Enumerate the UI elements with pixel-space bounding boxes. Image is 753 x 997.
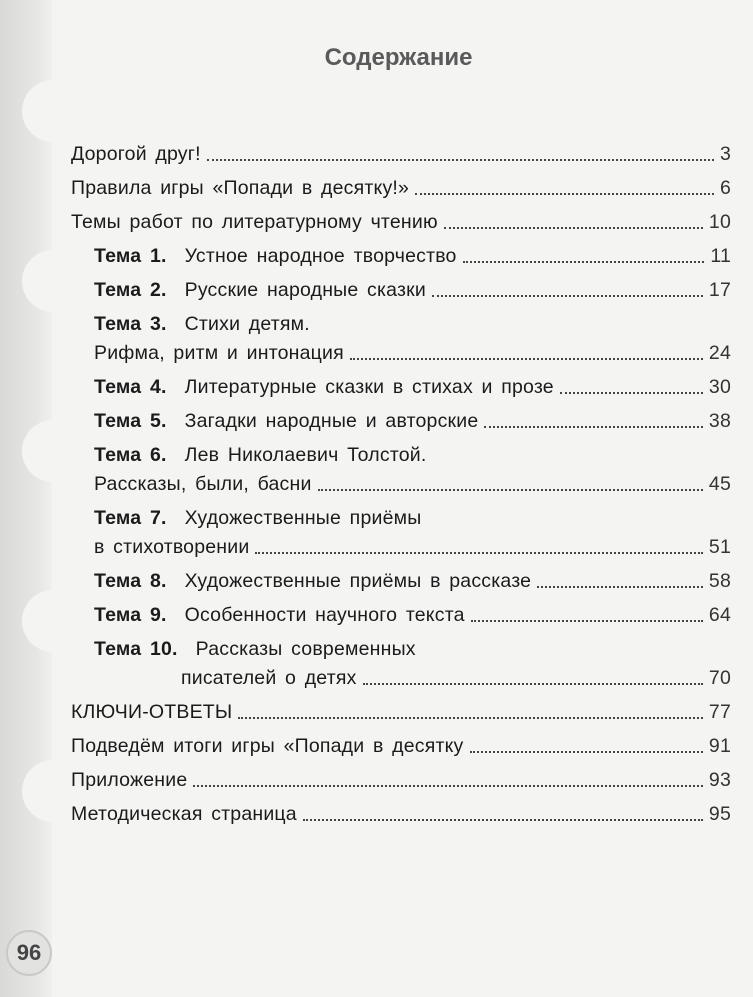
dot-leader	[363, 683, 703, 685]
toc-entry-label: Подведём итоги игры «Попади в десятку	[71, 735, 464, 757]
toc-entry-label: Правила игры «Попади в десятку!»	[71, 177, 410, 199]
dot-leader	[470, 751, 703, 753]
topic-title: Художественные приёмы в рассказе	[184, 570, 532, 592]
dot-leader	[207, 159, 714, 161]
table-of-contents	[71, 140, 731, 834]
toc-entry-page: 93	[708, 769, 731, 791]
page-title: Содержание	[324, 44, 473, 71]
toc-entry-label	[94, 373, 554, 402]
toc-entry-label: КЛЮЧИ-ОТВЕТЫ	[71, 701, 233, 723]
topic-number: Тема 2.	[94, 279, 167, 301]
toc-entry-page: 95	[708, 803, 731, 825]
topic-number: Тема 7.	[94, 507, 167, 529]
toc-topic-entry[interactable]	[71, 635, 731, 664]
topic-number: Тема 5.	[94, 410, 167, 432]
toc-topic-entry[interactable]	[71, 373, 731, 402]
topic-number: Тема 9.	[94, 604, 167, 626]
toc-entry-label	[94, 504, 421, 533]
toc-entry-label: Дорогой друг!	[71, 143, 201, 165]
toc-topic-continuation[interactable]	[71, 533, 731, 562]
topic-title: Русские народные сказки	[184, 279, 426, 301]
topic-title: Устное народное творчество	[184, 245, 457, 267]
toc-topic-entry[interactable]	[71, 504, 731, 533]
topic-number: Тема 10.	[94, 638, 178, 660]
toc-entry-label: Темы работ по литературному чтению	[71, 211, 438, 233]
dot-leader	[471, 620, 703, 622]
toc-entry-page: 91	[708, 735, 731, 757]
toc-topic-continuation[interactable]	[71, 339, 731, 368]
toc-entry-label	[94, 601, 465, 630]
toc-entry-page: 51	[708, 536, 731, 558]
topic-title-line2: Рифма, ритм и интонация	[94, 342, 344, 364]
toc-topic-continuation[interactable]	[71, 664, 731, 693]
toc-entry-page: 45	[708, 473, 731, 495]
dot-leader	[444, 227, 703, 229]
toc-entry-label	[94, 242, 457, 271]
toc-topic-entry[interactable]	[71, 441, 731, 470]
toc-topic-entry[interactable]	[71, 276, 731, 305]
topic-title: Художественные приёмы	[184, 507, 422, 529]
topic-title-line2: Рассказы, были, басни	[94, 473, 312, 495]
toc-entry-page: 17	[708, 279, 731, 301]
toc-entry-page: 11	[710, 245, 731, 267]
toc-topic-entry[interactable]	[71, 567, 731, 596]
dot-leader	[303, 819, 703, 821]
toc-entry-label	[94, 441, 426, 470]
topic-title: Стихи детям.	[184, 313, 310, 335]
toc-entry-page: 6	[719, 177, 731, 199]
toc-entry-page: 24	[708, 342, 731, 364]
topic-title-line2: в стихотворении	[94, 536, 250, 558]
dot-leader	[193, 785, 703, 787]
topic-number: Тема 1.	[94, 245, 167, 267]
topic-title: Литературные сказки в стихах и прозе	[184, 376, 554, 398]
topic-number: Тема 3.	[94, 313, 167, 335]
toc-entry-label: Методическая страница	[71, 803, 297, 825]
toc-entry-page: 77	[708, 701, 731, 723]
topic-title: Особенности научного текста	[184, 604, 465, 626]
dot-leader	[432, 295, 703, 297]
toc-entry[interactable]	[71, 140, 731, 169]
toc-entry[interactable]	[71, 208, 731, 237]
dot-leader	[350, 358, 703, 360]
toc-entry-page: 3	[719, 143, 731, 165]
toc-entry-page: 64	[708, 604, 731, 626]
toc-topic-continuation[interactable]	[71, 470, 731, 499]
dot-leader	[415, 193, 714, 195]
toc-entry-label	[94, 567, 531, 596]
topic-number: Тема 4.	[94, 376, 167, 398]
toc-topic-entry[interactable]	[71, 310, 731, 339]
topic-number: Тема 6.	[94, 444, 167, 466]
toc-entry-page: 10	[708, 211, 731, 233]
margin-scallop	[22, 80, 84, 142]
toc-topic-entry[interactable]	[71, 407, 731, 436]
toc-entry[interactable]	[71, 698, 731, 727]
toc-entry[interactable]	[71, 766, 731, 795]
left-margin-decoration	[0, 0, 52, 997]
toc-entry-page: 70	[708, 667, 731, 689]
toc-entry-label	[94, 635, 416, 664]
topic-title: Рассказы современных	[195, 638, 416, 660]
dot-leader	[255, 552, 702, 554]
dot-leader	[318, 489, 703, 491]
toc-topic-entry[interactable]	[71, 601, 731, 630]
dot-leader	[484, 426, 703, 428]
dot-leader	[238, 717, 703, 719]
toc-entry[interactable]	[71, 800, 731, 829]
dot-leader	[560, 392, 703, 394]
toc-entry[interactable]	[71, 174, 731, 203]
toc-entry-page: 58	[708, 570, 731, 592]
toc-entry-label	[94, 276, 426, 305]
toc-entry-label: Приложение	[71, 769, 188, 791]
toc-entry-label	[94, 407, 478, 436]
toc-topic-entry[interactable]	[71, 242, 731, 271]
topic-title: Лев Николаевич Толстой.	[184, 444, 427, 466]
topic-title-line2: писателей о детях	[181, 667, 357, 689]
toc-entry[interactable]	[71, 732, 731, 761]
topic-number: Тема 8.	[94, 570, 167, 592]
dot-leader	[537, 586, 703, 588]
dot-leader	[463, 261, 705, 263]
toc-entry-label	[94, 310, 310, 339]
topic-title: Загадки народные и авторские	[184, 410, 479, 432]
page-number: 96	[6, 930, 52, 976]
toc-entry-page: 30	[708, 376, 731, 398]
toc-entry-page: 38	[708, 410, 731, 432]
